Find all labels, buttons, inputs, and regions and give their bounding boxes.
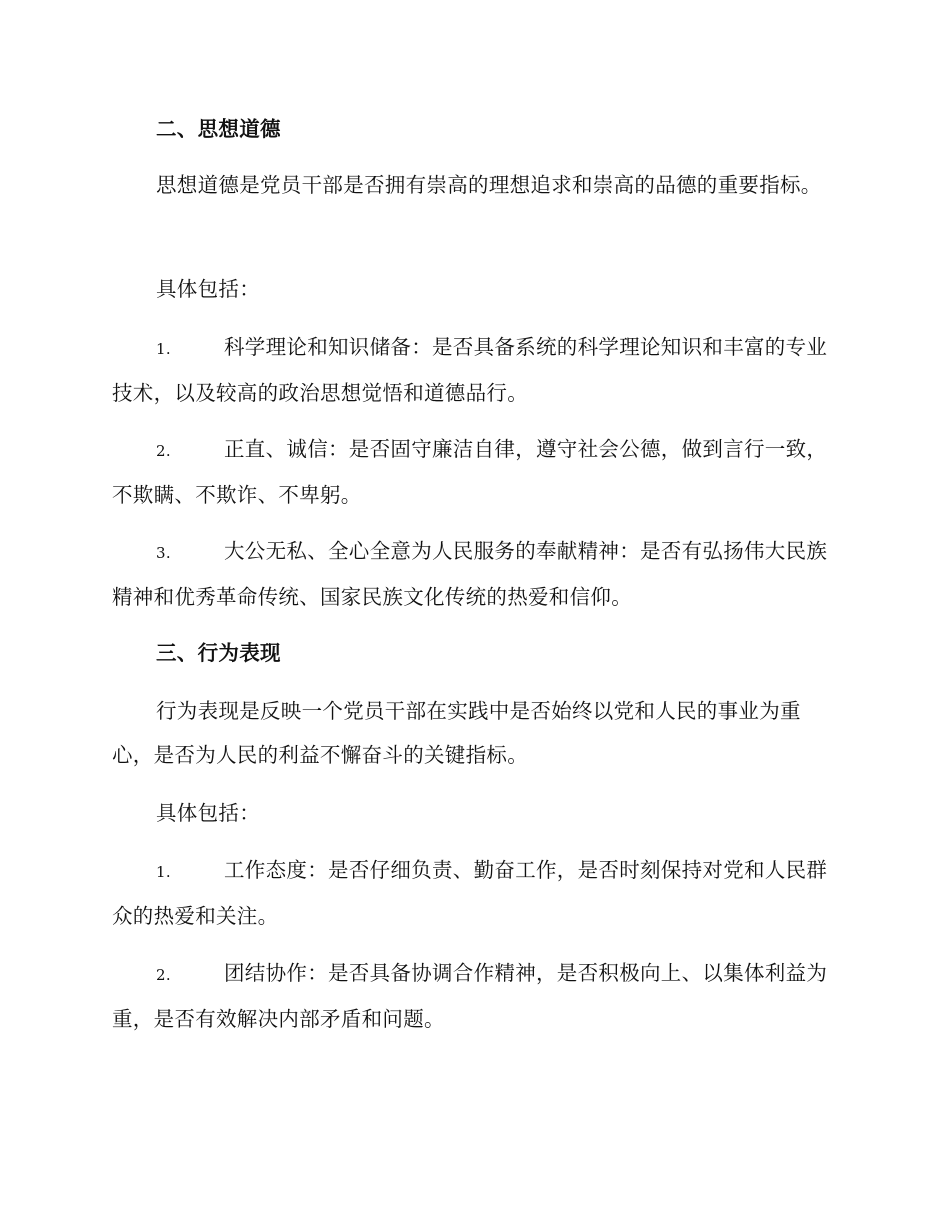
list-item <box>112 951 834 1041</box>
list-label-behavior: 具体包括： <box>156 801 260 825</box>
list-item-text: 大公无私、全心全意为人民服务的奉献精神：是否有弘扬伟大民族精神和优秀革命传统、国家民族文化传统的热爱和信仰。 <box>112 539 828 609</box>
list-label-ideology: 具体包括： <box>156 277 260 301</box>
list-item-number: 1. <box>156 863 171 881</box>
list-item <box>112 325 834 415</box>
section-intro-ideology: 思想道德是党员干部是否拥有崇高的理想追求和崇高的品德的重要指标。 <box>156 173 822 197</box>
section-intro-behavior: 行为表现是反映一个党员干部在实践中是否始终以党和人民的事业为重心，是否为人民的利益不懈奋斗的关键指标。 <box>112 699 801 767</box>
list-item-number: 1. <box>156 340 171 358</box>
list-item <box>112 427 834 517</box>
list-item-number: 2. <box>156 966 171 984</box>
list-item-text: 正直、诚信：是否固守廉洁自律，遵守社会公德，做到言行一致，不欺瞒、不欺诈、不卑躬。 <box>112 437 828 507</box>
list-item <box>112 848 834 938</box>
list-item-number: 3. <box>156 544 171 562</box>
list-item <box>112 529 834 619</box>
list-item-text: 工作态度：是否仔细负责、勤奋工作，是否时刻保持对党和人民群众的热爱和关注。 <box>112 858 828 928</box>
list-item-text: 团结协作：是否具备协调合作精神，是否积极向上、以集体利益为重，是否有效解决内部矛盾和问题。 <box>112 961 828 1031</box>
list-item-text: 科学理论和知识储备：是否具备系统的科学理论知识和丰富的专业技术，以及较高的政治思想觉悟和道德品行。 <box>112 335 828 405</box>
section-heading-ideology: 二、思想道德 <box>156 117 281 141</box>
section-heading-behavior: 三、行为表现 <box>156 641 281 665</box>
list-item-number: 2. <box>156 442 171 460</box>
